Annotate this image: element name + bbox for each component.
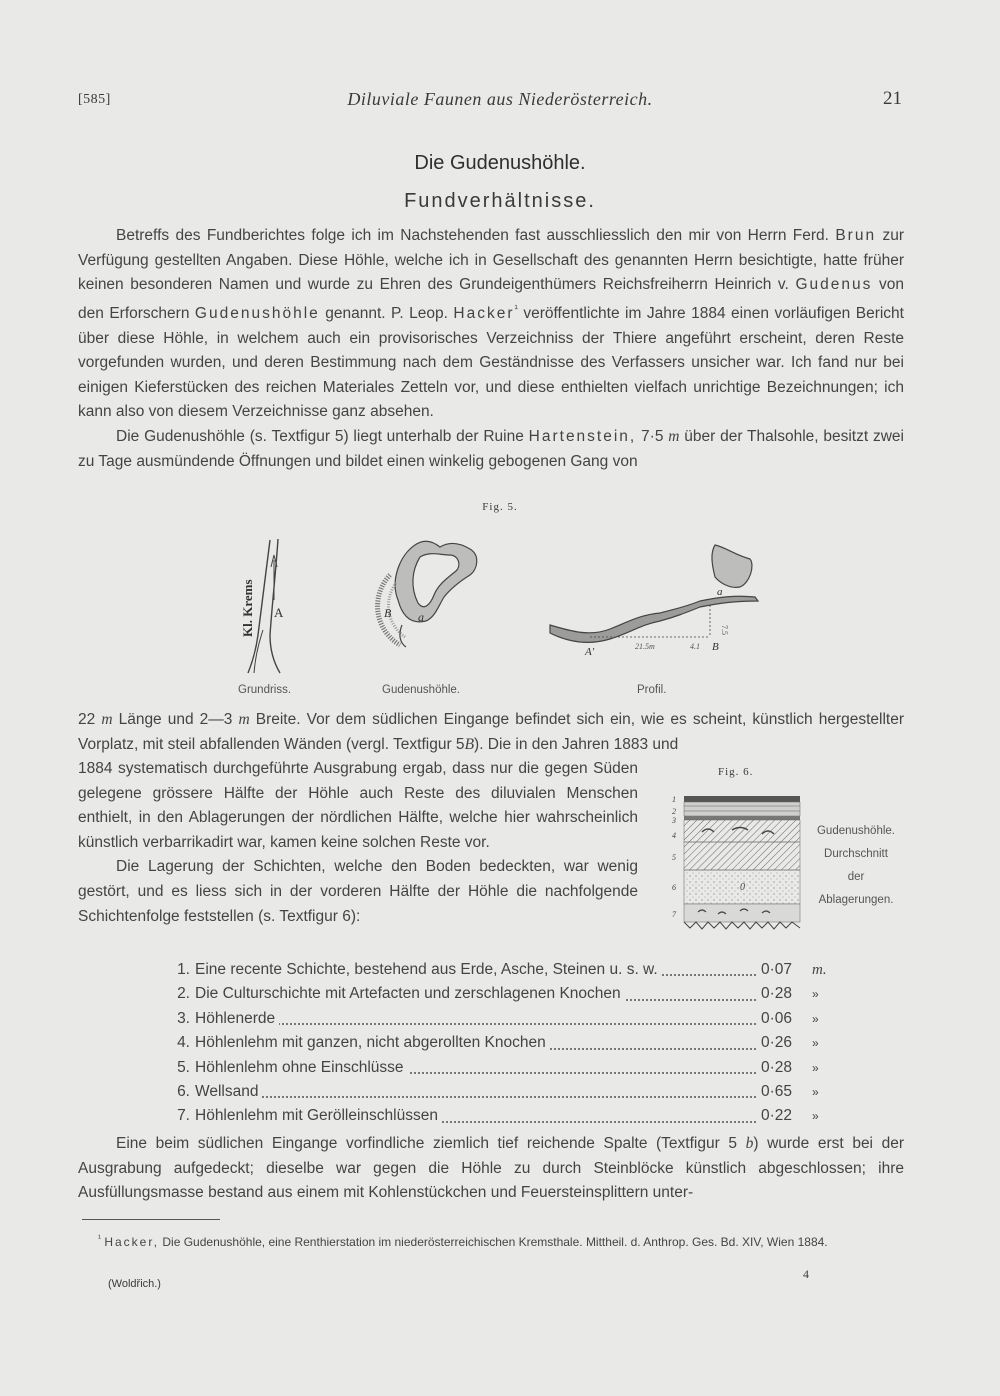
profile-distance-1: 21.5m [635, 642, 655, 651]
figure-6-caption: Gudenushöhle. Durchschnitt der Ablagerungen. [816, 825, 895, 906]
figure-5-label: Fig. 5. [482, 501, 518, 513]
figure-6-label: Fig. 6. [718, 766, 754, 778]
cave-point-b: B [384, 606, 392, 620]
section-title: Die Gudenushöhle. [414, 152, 586, 174]
paragraph-intro: Betreffs des Fundberichtes folge ich im Nachstehenden fast ausschliesslich den mir von Herrn Ferd. Brun zur Verfügung gestellten Angaben. Diese Höhle, welche ich in Gesellschaft des genannten Herrn besichtigte, hatte früher keinen besonderen Namen und wurde zu Ehren des Grundeigenthümers Reichsfreiherrn Heinrich v. Gudenus von den Erforschern Gudenushöhle genannt. P. Leop. Hacker$^{^1}$ veröffentlichte im Jahre 1884 einen vorläufigen Bericht über diese Höhle, in welchem auch ein provisorisches Verzeichniss der Thiere angeführt erscheint, deren Reste vorgefunden wurden, und deren Bestimmung nach dem Geständnisse des Verfassers unsicher war. Ich fand nur bei einigen Kieferstücken des reichen Materiales Zetteln vor, und diese enthielten vielfach unrichtige Bezeichnungen; ich kann also von diesem Verzeichnisse ganz absehen. Die Gudenushöhle (s. Textfigur 5) liegt unterhalb der Ruine Hartenstein, 7·5 m über der Thalsohle, besitzt zwei zu Tage ausmündende Öffnungen und bildet einen winkelig gebogenen Gang von [78, 227, 904, 470]
list-item: 2. Die Culturschichte mit Artefacten und zerschlagenen Knochen 0·28 » [172, 982, 842, 1006]
svg-text:3: 3 [672, 816, 676, 825]
svg-text:6: 6 [672, 883, 676, 892]
figure-5 [230, 525, 770, 675]
signature-mark: (Woldřich.) [108, 1278, 161, 1290]
caption-gudenushoehle: Gudenushöhle. [382, 684, 461, 696]
caption-profil: Profil. [637, 684, 667, 696]
cave-plan [378, 541, 477, 647]
figure-6-stratigraphy [670, 790, 810, 940]
paragraph-excavation: 1884 systematisch durchgeführte Ausgrabung ergab, dass nur die gegen Süden gelegene grössere Hälfte der Höhle auch Reste des diluvialen Menschen enthielt, in den Ablagerungen der nördlichen Hälfte, welche hier wahrscheinlich künstlich verbarrikadirt war, kamen keine solchen Reste vor. Die Lagerung der Schichten, welche den Boden bedeckten, war wenig gestört, und es liess sich in der vorderen Hälfte der Höhle die nachfolgende Schichtenfolge feststellen (s. Textfigur 6): [78, 760, 638, 925]
profile-distance-2: 4.1 [690, 642, 700, 651]
section-subtitle: Fundverhältnisse. [404, 190, 596, 212]
cave-point-a: a [418, 610, 424, 624]
caption-grundriss: Grundriss. [238, 684, 292, 696]
river-label: Kl. Krems [240, 579, 255, 637]
list-item: 6. Wellsand 0·65 » [172, 1080, 842, 1104]
profile-point-B: B [712, 641, 719, 653]
footnote-divider [82, 1219, 220, 1220]
list-item: 5. Höhlenlehm ohne Einschlüsse 0·28 » [172, 1056, 842, 1080]
svg-text:5: 5 [672, 853, 676, 862]
point-a-label: A [274, 605, 284, 620]
list-item: 4. Höhlenlehm mit ganzen, nicht abgerollten Knochen 0·26 » [172, 1031, 842, 1055]
paragraph-crevice: Eine beim südlichen Eingange vorfindliche ziemlich tief reichende Spalte (Textfigur 5 b) wurde erst bei der Ausgrabung aufgedeckt; dieselbe war gegen die Höhle zu durch Steinblöcke künstlich abgeschlossen; ihre Ausfüllungsmasse bestand aus einem mit Kohlenstückchen und Feuersteinsplittern unter- [78, 1135, 904, 1202]
list-item: 1. Eine recente Schichte, bestehend aus Erde, Asche, Steinen u. s. w. 0·07 m. [172, 958, 842, 982]
page-number: 21 [883, 88, 902, 109]
list-item: 3. Höhlenerde 0·06 » [172, 1007, 842, 1031]
svg-text:1: 1 [672, 795, 676, 804]
paragraph-dimensions: 22 m Länge und 2—3 m Breite. Vor dem südlichen Eingange befindet sich ein, wie es scheint, künstlich hergestellter Vorplatz, mit steil abfallenden Wänden (vergl. Textfigur 5B). Die in den Jahren 1883 und [78, 711, 904, 753]
list-item: 7. Höhlenlehm mit Gerölleinschlüssen 0·22 » [172, 1104, 842, 1128]
svg-text:7: 7 [672, 910, 676, 919]
sheet-number: 4 [803, 1267, 809, 1281]
svg-text:4: 4 [672, 831, 676, 840]
page-reference: [585] [78, 92, 111, 107]
svg-text:2: 2 [672, 807, 676, 816]
running-title: Diluviale Faunen aus Niederösterreich. [347, 89, 653, 109]
layer-list [172, 958, 842, 1129]
svg-text:0: 0 [740, 882, 745, 893]
profile-point-A: A' [585, 646, 595, 658]
footnote: $^{^1}$ Hacker, Die Gudenushöhle, eine Renthierstation im niederösterreichischen Kremsthale. Mittheil. d. Anthrop. Ges. Bd. XIV, Wien 1884. [98, 1233, 828, 1249]
profile-height: 7.5 [720, 625, 729, 635]
profile-point-a: a [717, 586, 723, 598]
